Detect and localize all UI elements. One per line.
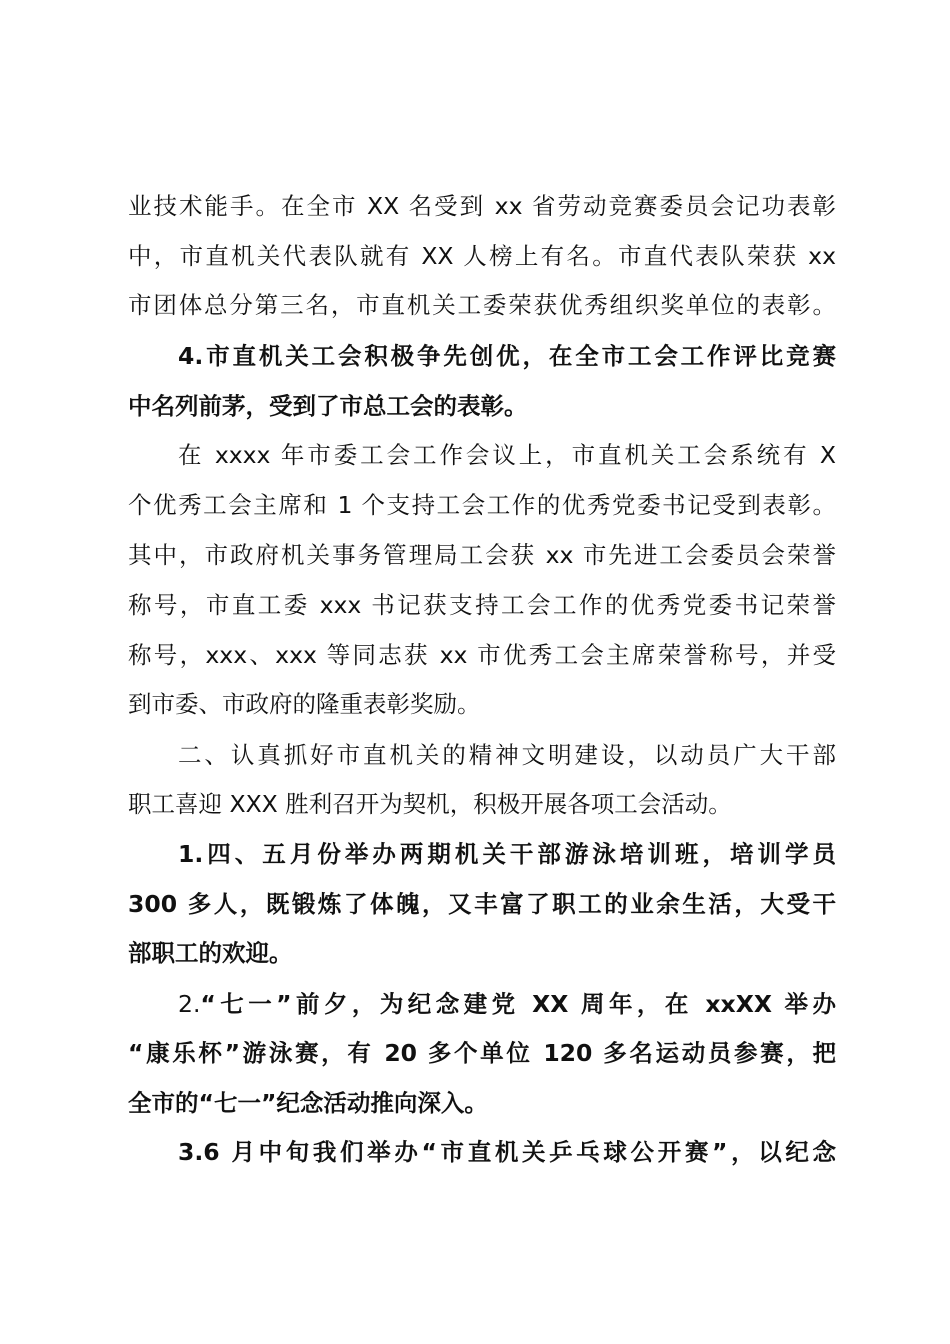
bold-item-line: 全市的“七一”纪念活动推向深入。 — [128, 1089, 488, 1117]
bold-item-line: 3.6 月中旬我们举办“市直机关乒乓球公开赛”，以纪念 — [178, 1138, 836, 1166]
body-line: 中，市直机关代表队就有 XX 人榜上有名。市直代表队荣获 xx — [128, 242, 836, 270]
body-line: 到市委、市政府的隆重表彰奖励。 — [128, 690, 481, 718]
section-heading-line: 二、认真抓好市直机关的精神文明建设，以动员广大干部 — [178, 741, 836, 769]
item-text: “七一”前夕，为纪念建党 XX 周年，在 xxXX 举办 — [200, 990, 836, 1018]
body-line: 在 xxxx 年市委工会工作会议上，市直机关工会系统有 X — [178, 441, 836, 469]
body-line: 市团体总分第三名，市直机关工委荣获优秀组织奖单位的表彰。 — [128, 291, 836, 319]
bold-item-line: “康乐杯”游泳赛，有 20 多个单位 120 多名运动员参赛，把 — [128, 1039, 836, 1067]
body-line: 业技术能手。在全市 XX 名受到 xx 省劳动竞赛委员会记功表彰 — [128, 192, 836, 220]
bold-item-line: 300 多人，既锻炼了体魄，又丰富了职工的业余生活，大受干 — [128, 890, 836, 918]
section-heading-line: 职工喜迎 XXX 胜利召开为契机，积极开展各项工会活动。 — [128, 790, 732, 818]
body-line: 其中，市政府机关事务管理局工会获 xx 市先进工会委员会荣誉 — [128, 541, 836, 569]
bold-item-line: 1.四、五月份举办两期机关干部游泳培训班，培训学员 — [178, 840, 836, 868]
bold-heading-line: 4.市直机关工会积极争先创优，在全市工会工作评比竞赛 — [178, 342, 836, 370]
body-line: 称号，市直工委 xxx 书记获支持工会工作的优秀党委书记荣誉 — [128, 591, 836, 619]
bold-heading-line: 中名列前茅，受到了市总工会的表彰。 — [128, 392, 528, 420]
bold-item-line: 部职工的欢迎。 — [128, 939, 293, 967]
bold-item-line — [178, 984, 836, 1024]
body-line: 个优秀工会主席和 1 个支持工会工作的优秀党委书记受到表彰。 — [128, 491, 836, 519]
body-line: 称号，xxx、xxx 等同志获 xx 市优秀工会主席荣誉称号，并受 — [128, 641, 836, 669]
item-number: 2. — [178, 990, 201, 1018]
